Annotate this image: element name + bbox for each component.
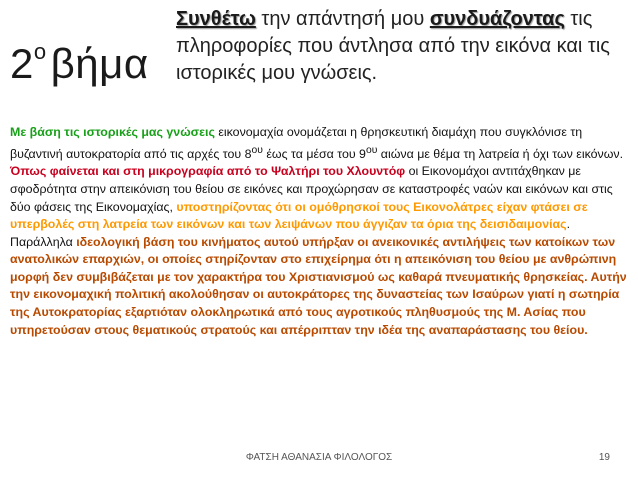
superscript-ou-2: ου xyxy=(365,144,378,156)
footer-author: ΦΑΤΣΗ ΑΘΑΝΑΣΙΑ ΦΙΛΟΛΟΓΟΣ xyxy=(245,452,393,463)
text-iconoclasts-opposition: οι Εικονομάχοι αντιτάχθηκαν με σφοδρότητα στην απεικόνιση του θείου σε εικόνες και προχώρησαν σε καταστροφές ναών και εικόνων και στις δύο φάσεις της Εικονομαχίας, xyxy=(10,164,613,214)
lead-text-2: τις πληροφορίες που άντλησα από την εικόνα και τις ιστορικές μου γνώσεις. xyxy=(176,8,610,84)
slide-footer xyxy=(0,452,638,468)
text-century-range: έως τα μέσα του 9 xyxy=(262,146,366,161)
lead-keyword-combining: συνδυάζοντας xyxy=(429,8,565,30)
superscript-ou-1: ου xyxy=(251,144,263,156)
lead-keyword-compose: Συνθέτω xyxy=(176,8,256,30)
text-iconoclasm-definition: εικονομαχία ονομάζεται η θρησκευτική διαμάχη που συγκλόνισε τη βυζαντινή αυτοκρατορία από τις αρχές του 8 xyxy=(10,125,583,161)
phrase-ideological-basis: ιδεολογική βάση του κινήματος αυτού υπήρξαν οι ανεικονικές αντιλήψεις των κατοίκων των ανατολικών επαρχιών, οι οποίες στηρίζονταν στο επιχείρημα ότι η απεικόνιση του θείου με ανθρώπινη μορφή δεν συμβιβάζεται με τον χαρακτήρα του Χριστιανισμού ως καθαρά πνευματικής θρησκείας. Αυτήν την εικονομαχική πολιτική ακολούθησαν οι αυτοκράτορες της δυναστείας των Ισαύρων γιατί η σωτηρία της Αυτοκρατορίας εξαρτιόταν ολοκληρωτικά από τους αγροτικούς πληθυσμούς της Μ. Ασίας που υπηρετούσαν στους θεματικούς στρατούς και απέρριπταν την ιδέα της αναπαράστασης του θείου. xyxy=(10,234,627,337)
text-meanwhile: . Παράλληλα xyxy=(10,217,571,249)
phrase-khludov-psalter: Όπως φαίνεται και στη μικρογραφία από το Ψαλτήρι του Χλουντόφ xyxy=(10,164,406,179)
step-word: βήμα xyxy=(50,40,149,87)
step-ordinal-superscript: ο xyxy=(33,39,47,64)
page-number: 19 xyxy=(598,452,610,463)
phrase-historical-knowledge: Με βάση τις ιστορικές μας γνώσεις xyxy=(10,125,215,139)
lead-text-1: την απάντησή μου xyxy=(255,8,430,30)
answer-paragraph xyxy=(10,124,628,339)
phrase-iconophile-excess: υποστηρίζοντας ότι οι ομόθρησκοί τους Εικονολάτρες είχαν φτάσει σε υπερβολές στη λατρεία των εικόνων και των λειψάνων που άγγιζαν τα όρια της δεισιδαιμονίας xyxy=(10,199,588,232)
text-icon-worship: αιώνα με θέμα τη λατρεία ή όχι των εικόνων. xyxy=(377,146,624,161)
step-number: 2 xyxy=(10,40,34,87)
lead-instruction xyxy=(176,6,628,87)
step-title xyxy=(10,40,149,88)
